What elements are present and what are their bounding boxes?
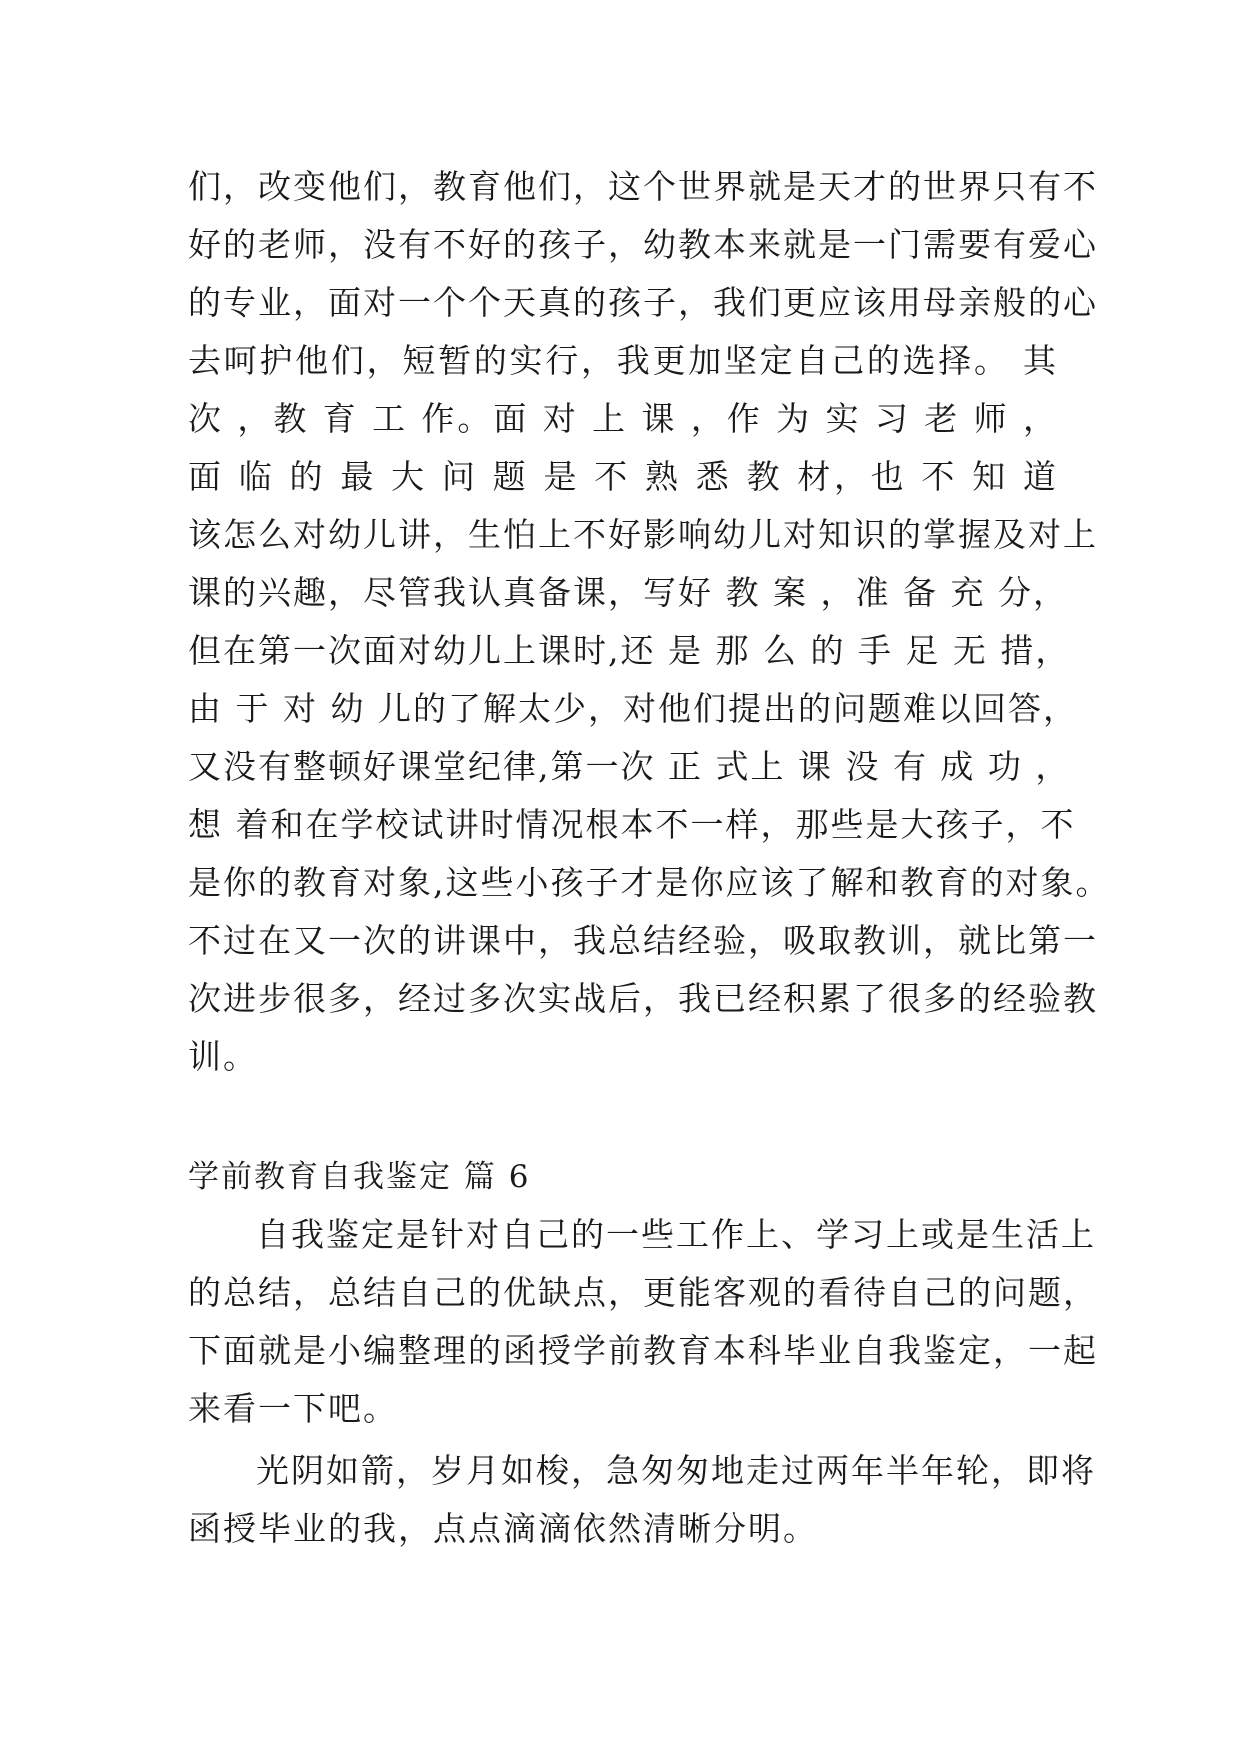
text-line: 面 临 的 最 大 问 题 是 不 熟 悉 教 材，也 不 知 道 [188,457,1058,496]
text-line: 光阴如箭，岁月如梭，急匆匆地走过两年半年轮，即将 [256,1451,1096,1490]
text-line: 训。 [188,1037,258,1076]
text-line: 函授毕业的我，点点滴滴依然清晰分明。 [188,1509,818,1548]
text-line: 不过在又一次的讲课中，我总结经验，吸取教训，就比第一 [188,921,1098,960]
text-line: 次进步很多，经过多次实战后，我已经积累了很多的经验教 [188,979,1098,1018]
text-line: 自我鉴定是针对自己的一些工作上、学习上或是生活上 [256,1215,1096,1254]
text-line: 的总结，总结自己的优缺点，更能客观的看待自己的问题， [188,1273,1098,1312]
text-line: 们，改变他们，教育他们，这个世界就是天才的世界只有不 [188,167,1098,206]
text-line: 是你的教育对象,这些小孩子才是你应该了解和教育的对象。 [188,863,1111,902]
text-line: 由 于 对 幼 儿的了解太少，对他们提出的问题难以回答， [188,689,1078,728]
section6-paragraph-1 [188,1206,1098,1438]
text-line: 的专业，面对一个个天真的孩子，我们更应该用母亲般的心 [188,283,1098,322]
text-line: 该怎么对幼儿讲，生怕上不好影响幼儿对知识的掌握及对上 [188,515,1098,554]
continued-paragraph [188,158,1111,1086]
text-line: 好的老师，没有不好的孩子，幼教本来就是一门需要有爱心 [188,225,1098,264]
text-line: 想 着和在学校试讲时情况根本不一样，那些是大孩子，不 [188,805,1076,844]
text-line: 次 ，教 育 工 作。面 对 上 课 ，作 为 实 习 老 师 ， [188,399,1058,438]
text-line: 课的兴趣，尽管我认真备课，写好 教 案 ，准 备 充 分， [188,573,1068,612]
text-line: 又没有整顿好课堂纪律,第一次 正 式上 课 没 有 成 功 ， [188,747,1071,786]
text-line: 下面就是小编整理的函授学前教育本科毕业自我鉴定，一起 [188,1331,1098,1370]
section6-paragraph-2 [188,1442,1096,1558]
text-line: 去呵护他们，短暂的实行，我更加坚定自己的选择。 其 [188,341,1058,380]
text-line: 但在第一次面对幼儿上课时,还 是 那 么 的 手 足 无 措， [188,631,1071,670]
section-heading: 学前教育自我鉴定 篇 6 [188,1159,531,1195]
text-line: 来看一下吧。 [188,1389,398,1428]
